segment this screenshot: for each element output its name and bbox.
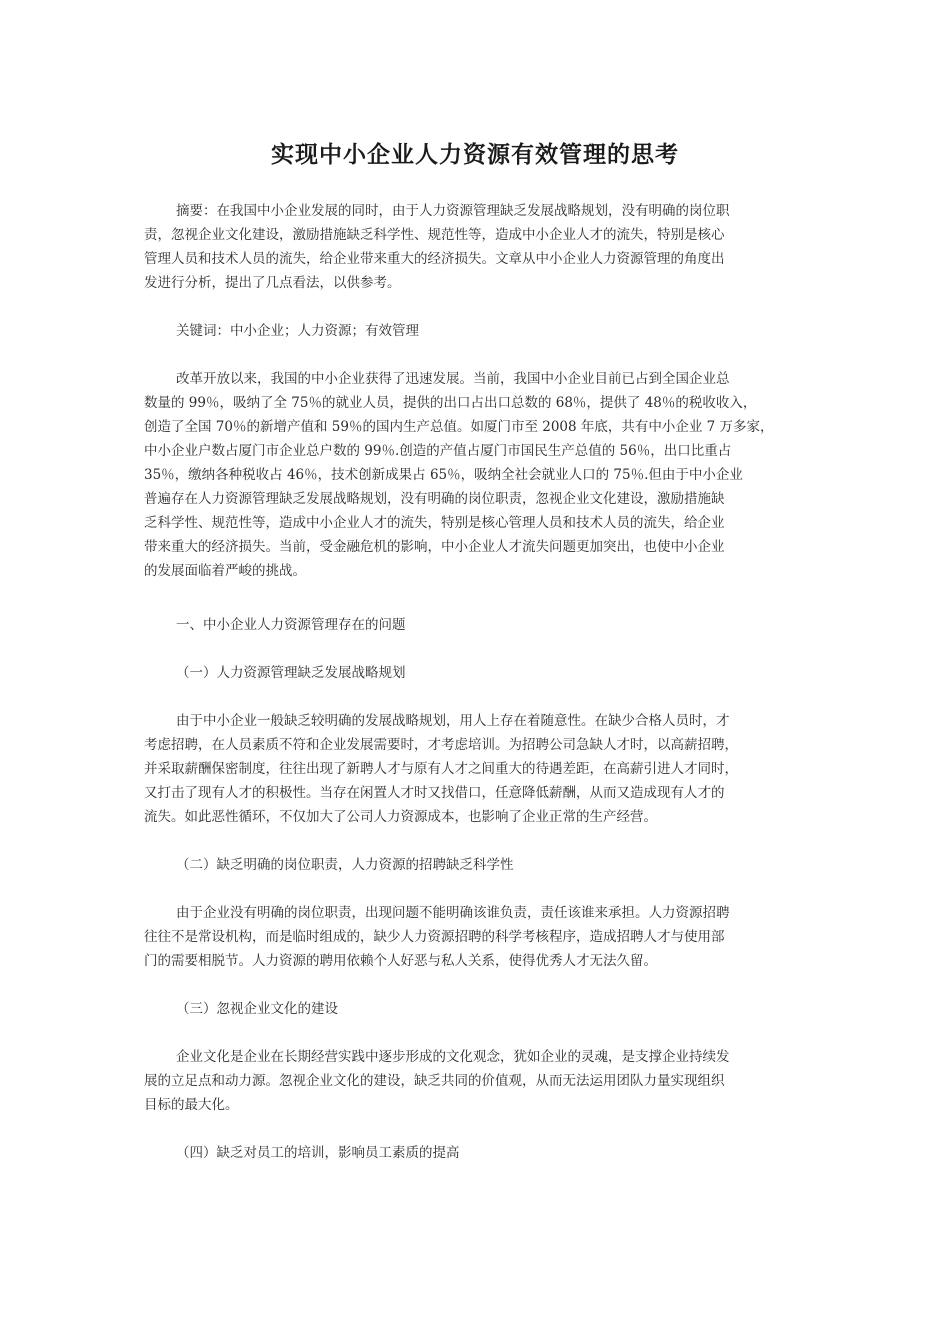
body-line: 带来重大的经济损失。当前，受金融危机的影响，中小企业人才流失问题更加突出，也使中小企业 [144, 539, 725, 555]
abstract-line: 发进行分析，提出了几点看法，以供参考。 [144, 275, 401, 291]
section-heading: 一、中小企业人力资源管理存在的问题 [176, 617, 406, 633]
body-line: 流失。如此恶性循环，不仅加大了公司人力资源成本，也影响了企业正常的生产经营。 [144, 809, 657, 825]
body-line: 的发展面临着严峻的挑战。 [144, 563, 306, 579]
subsection-heading: （二）缺乏明确的岗位职责，人力资源的招聘缺乏科学性 [176, 857, 514, 873]
body-line: 展的立足点和动力源。忽视企业文化的建设，缺乏共同的价值观，从而无法运用团队力量实现组织 [144, 1073, 725, 1089]
body-line: 由于企业没有明确的岗位职责，出现问题不能明确该谁负责，责任该谁来承担。人力资源招聘 [176, 905, 730, 921]
body-line: 由于中小企业一般缺乏较明确的发展战略规划，用人上存在着随意性。在缺少合格人员时，才 [176, 713, 730, 729]
body-line: 目标的最大化。 [144, 1097, 239, 1113]
body-line: 门的需要相脱节。人力资源的聘用依赖个人好恶与私人关系，使得优秀人才无法久留。 [144, 953, 657, 969]
body-line: 35％，缴纳各种税收占 46％，技术创新成果占 65％，吸纳全社会就业人口的 75％.但由于中小企业 [144, 467, 743, 483]
keywords-line: 关键词：中小企业；人力资源；有效管理 [176, 323, 419, 339]
body-line: 往往不是常设机构，而是临时组成的，缺少人力资源招聘的科学考核程序，造成招聘人才与使用部 [144, 929, 725, 945]
abstract-line: 责，忽视企业文化建设，激励措施缺乏科学性、规范性等，造成中小企业人才的流失，特别是核心 [144, 227, 725, 243]
body-line: 考虑招聘，在人员素质不符和企业发展需要时，才考虑培训。为招聘公司急缺人才时，以高薪招聘， [144, 737, 738, 753]
subsection-heading: （四）缺乏对员工的培训，影响员工素质的提高 [176, 1145, 460, 1161]
subsection-heading: （一）人力资源管理缺乏发展战略规划 [176, 665, 406, 681]
body-line: 企业文化是企业在长期经营实践中逐步形成的文化观念，犹如企业的灵魂，是支撑企业持续发 [176, 1049, 730, 1065]
subsection-heading: （三）忽视企业文化的建设 [176, 1001, 338, 1017]
body-line: 数量的 99％，吸纳了全 75％的就业人员，提供的出口占出口总数的 68％，提供了 48％的税收收入， [144, 395, 757, 411]
document-title: 实现中小企业人力资源有效管理的思考 [271, 142, 679, 168]
body-line: 改革开放以来，我国的中小企业获得了迅速发展。当前，我国中小企业目前已占到全国企业总 [176, 371, 730, 387]
body-line: 乏科学性、规范性等，造成中小企业人才的流失，特别是核心管理人员和技术人员的流失，给企业 [144, 515, 725, 531]
body-line: 中小企业户数占厦门市企业总户数的 99％.创造的产值占厦门市国民生产总值的 56％，出口比重占 [144, 443, 732, 459]
body-line: 普遍存在人力资源管理缺乏发展战略规划，没有明确的岗位职责，忽视企业文化建设，激励措施缺 [144, 491, 725, 507]
abstract-line: 管理人员和技术人员的流失，给企业带来重大的经济损失。文章从中小企业人力资源管理的角度出 [144, 251, 725, 267]
abstract-line: 摘要：在我国中小企业发展的同时，由于人力资源管理缺乏发展战略规划，没有明确的岗位职 [176, 203, 730, 219]
body-line: 又打击了现有人才的积极性。当存在闲置人才时又找借口，任意降低薪酬，从而又造成现有人才的 [144, 785, 725, 801]
body-line: 创造了全国 70％的新增产值和 59％的国内生产总值。如厦门市至 2008 年底，共有中小企业 7 万多家， [144, 419, 774, 435]
body-line: 并采取薪酬保密制度，往往出现了新聘人才与原有人才之间重大的待遇差距，在高薪引进人才同时， [144, 761, 738, 777]
